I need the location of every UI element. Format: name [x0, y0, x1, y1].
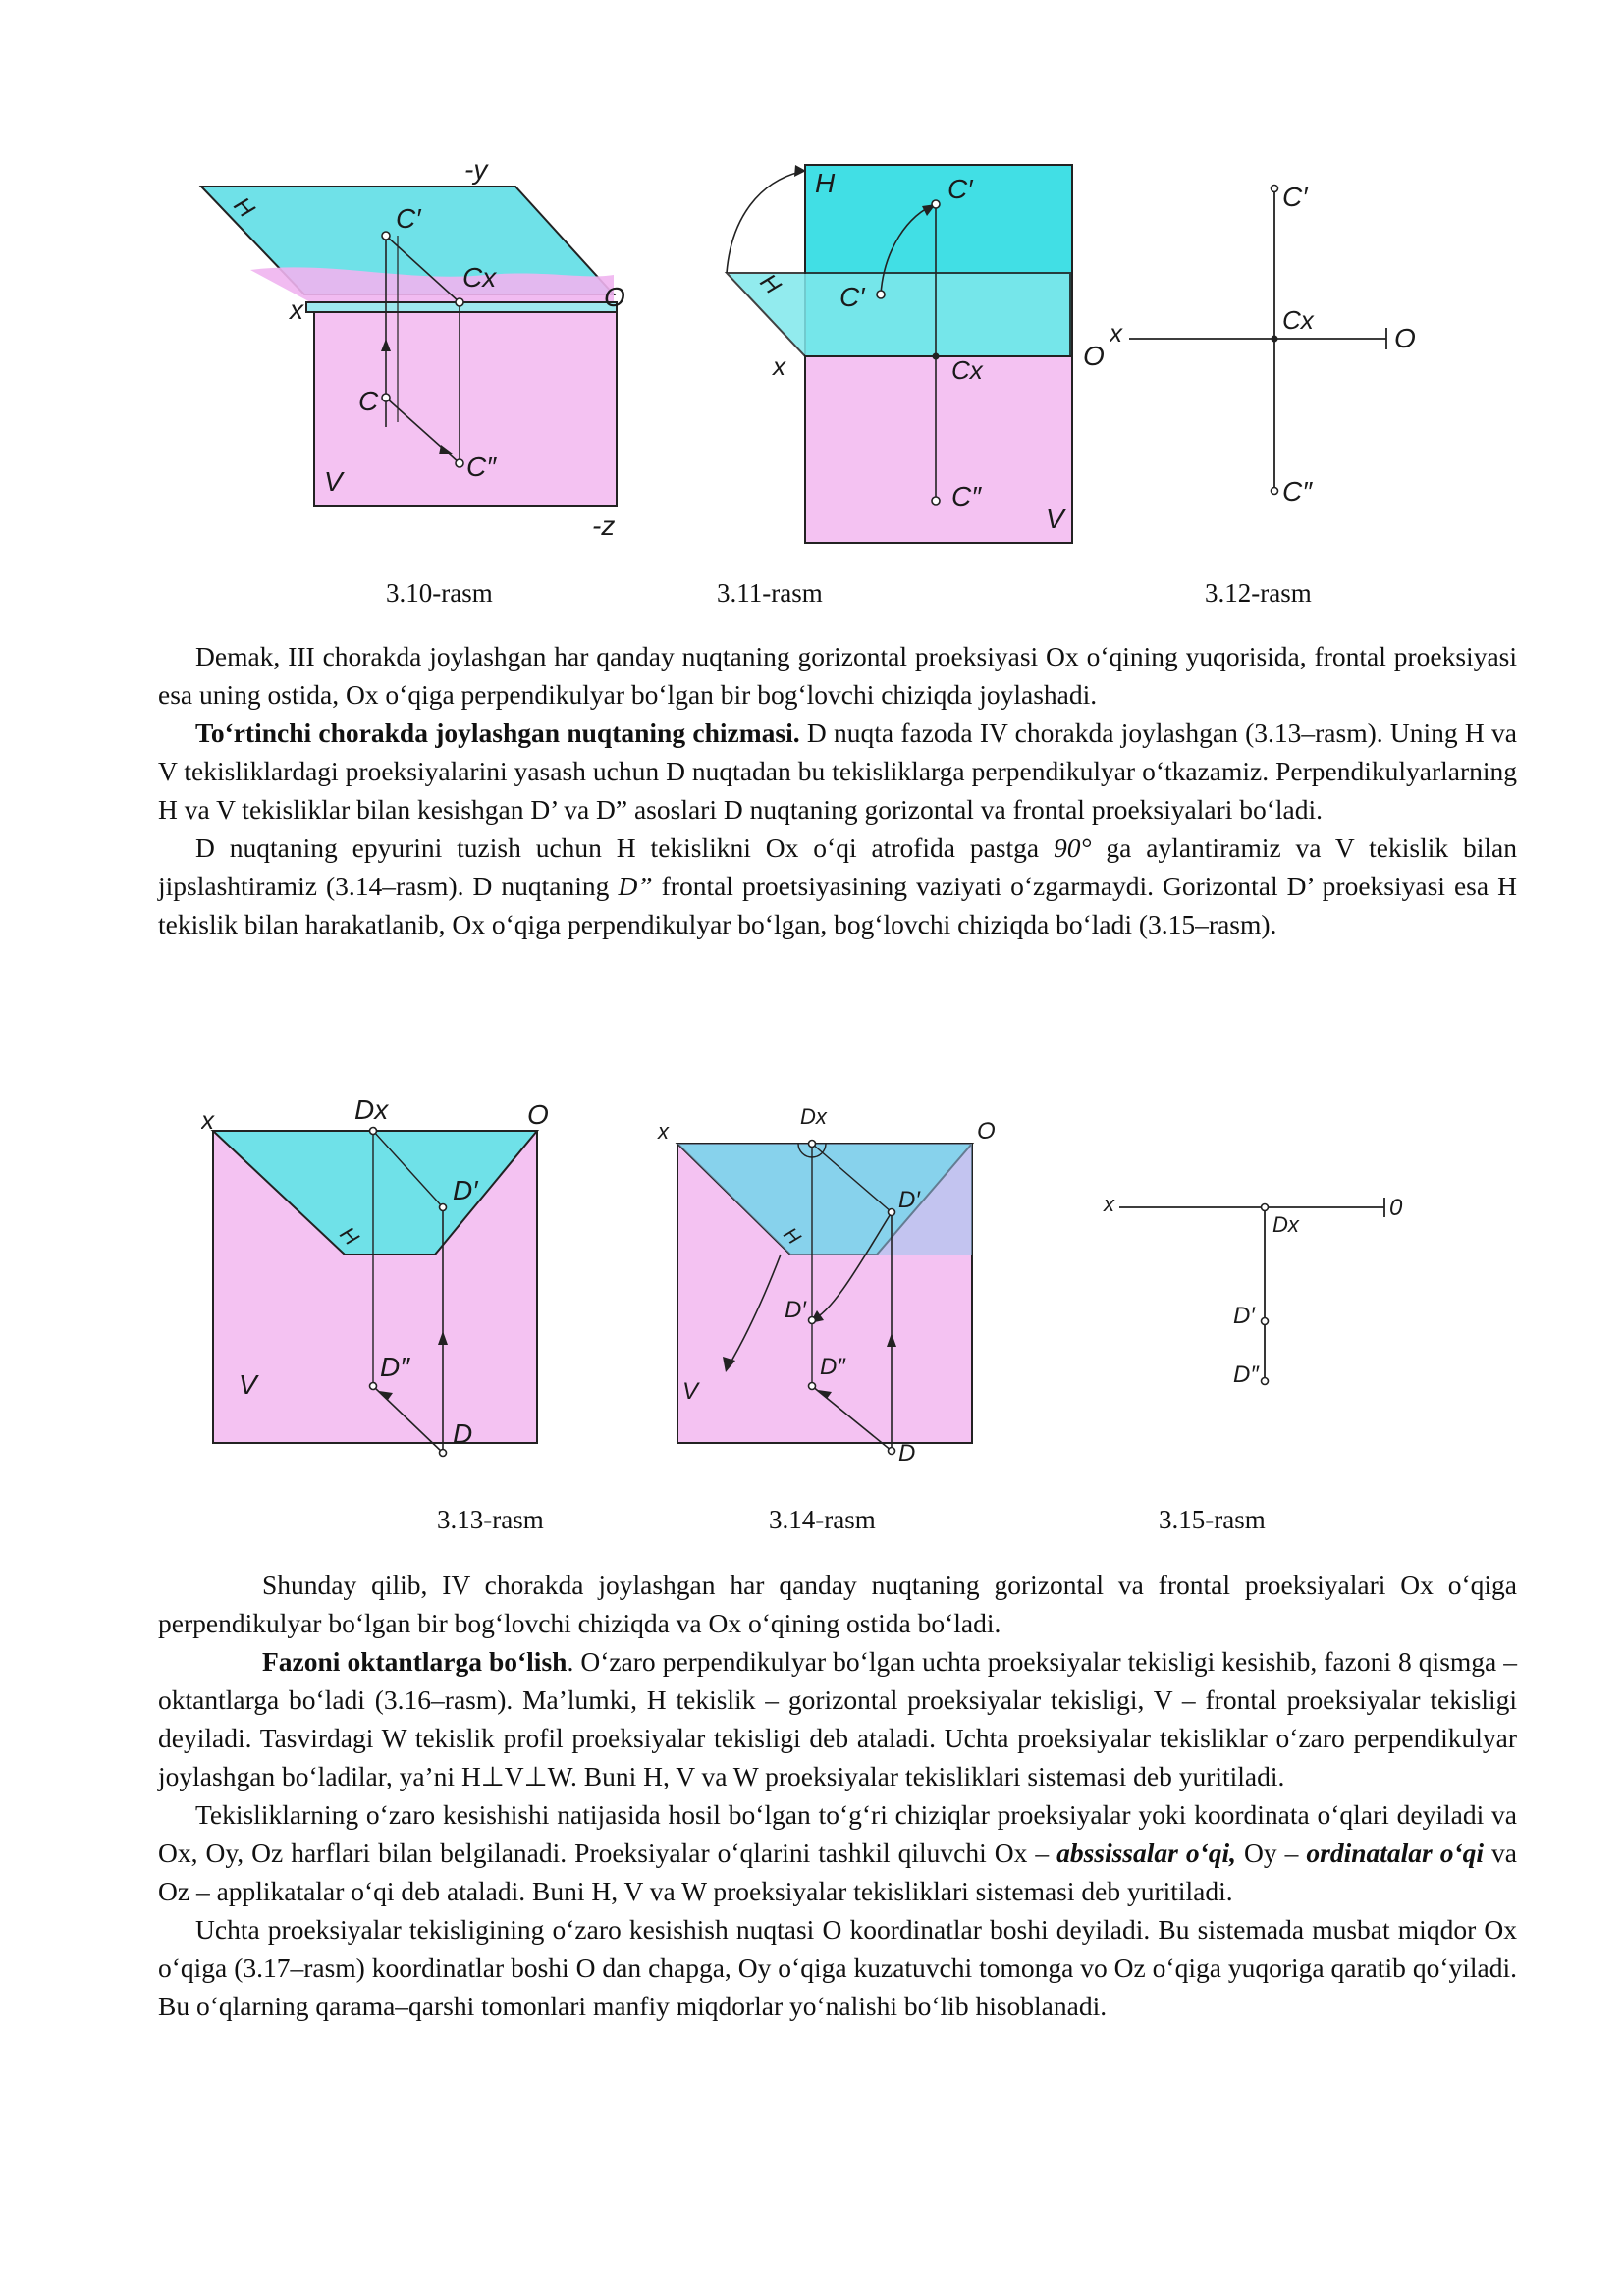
label-x: x: [658, 1119, 669, 1144]
label-x: x: [1104, 1192, 1114, 1216]
caption-3-14: 3.14-rasm: [769, 1505, 876, 1534]
text-block-2: [158, 1566, 1517, 2025]
label-neg-y: -y: [464, 157, 488, 185]
caption-3-10: 3.10-rasm: [386, 578, 493, 608]
label-d2: D″: [380, 1352, 410, 1382]
label-c1-top: C′: [947, 174, 973, 204]
label-x: x: [201, 1105, 214, 1135]
label-h: H: [779, 1223, 805, 1250]
paragraph: Fazoni oktantlarga bo‘lish. O‘zaro perpendikulyar bo‘lgan uchta proeksiyalar tekisligi kesishib, fazoni 8 qismga – oktantlarga bo‘ladi (3.16–rasm). Ma’lumki, H tekislik – gorizontal proeksiyalar tekisligi, V – frontal proeksiyalar tekisligi deyiladi. Tasvirdagi W tekislik profil proeksiyalar tekisligi deb ataladi. Uchta proeksiyalar tekisliklar o‘zaro perpendikulyar joylashgan bo‘ladilar, ya’ni H⊥V⊥W. Buni H, V va W proeksiyalar tekisliklari sistemasi deb yuritiladi.: [158, 1646, 1518, 1791]
label-o: O: [977, 1118, 996, 1145]
figure-3-14: [653, 1090, 1065, 1482]
paragraph: Uchta proeksiyalar tekisligining o‘zaro kesishish nuqtasi O koordinatlar boshi deyiladi. Bu sistemada musbat miqdor Ox o‘qiga (3.17–rasm) koordinatlar boshi O dan chapga, Oy o‘qiga kuzatuvchi tomonga vo Oz o‘qiga yuqoriga qaratib qo‘yiladi. Bu o‘qlarning qarama–qarshi tomonlari manfiy miqdorlar yo‘nalishi bo‘lib hisoblanadi.: [158, 1914, 1517, 2021]
caption-3-15: 3.15-rasm: [1159, 1505, 1266, 1534]
figure-3-15: [1090, 1178, 1424, 1414]
paragraph: To‘rtinchi chorakda joylashgan nuqtaning chizmasi. D nuqta fazoda IV chorakda joylashgan (3.13–rasm). Uning H va V tekisliklardagi proeksiyalarini yasash uchun D nuqtadan bu tekisliklarga perpendikulyar o‘tkazamiz. Perpendikulyarlarning H va V tekisliklar bilan kesishgan D’ va D” asoslari D nuqtaning gorizontal va frontal proeksiyalari bo‘ladi.: [158, 718, 1517, 825]
figure-3-12: [1110, 167, 1434, 520]
label-o: O: [527, 1099, 549, 1130]
label-d1-low: D′: [785, 1297, 806, 1323]
heading-octants: Fazoni oktantlarga bo‘lish: [262, 1646, 568, 1677]
label-c1: C′: [1282, 182, 1308, 212]
paragraph: Demak, III chorakda joylashgan har qanday nuqtaning gorizontal proeksiyasi Ox o‘qining yuqorisida, frontal proeksiyasi esa uning ostida, Ox o‘qiga perpendikulyar bo‘lgan bir bog‘lovchi chiziqda joylashadi.: [158, 641, 1517, 710]
label-cx: Cx: [951, 355, 983, 385]
label-h-plane: H: [754, 268, 786, 299]
label-c1: C′: [396, 203, 421, 234]
label-d: D: [453, 1418, 473, 1449]
label-x: x: [773, 351, 785, 381]
label-d: D: [898, 1440, 916, 1467]
heading-fourth-quarter: To‘rtinchi chorakda joylashgan nuqtaning chizmasi.: [195, 718, 800, 748]
label-v: V: [682, 1378, 699, 1405]
label-cx: Cx: [1282, 305, 1314, 335]
paragraph: D nuqtaning epyurini tuzish uchun H tekislikni Ox o‘qi atrofida pastga 90° ga aylantiramiz va V tekislik bilan jipslashtiramiz (3.14–rasm). D nuqtaning D” frontal proetsiyasining vaziyati o‘zgarmaydi. Gorizontal D’ proeksiyasi esa H tekislik bilan harakatlanib, Ox o‘qiga perpendikulyar bo‘lgan, bog‘lovchi chiziqda bo‘ladi (3.15–rasm).: [158, 832, 1517, 939]
label-dx: Dx: [1272, 1212, 1299, 1237]
label-cx: Cx: [462, 262, 497, 293]
label-d1: D′: [898, 1187, 920, 1213]
label-v: V: [1046, 504, 1064, 534]
caption-3-11: 3.11-rasm: [717, 578, 823, 608]
label-c1-mid: C′: [839, 282, 865, 312]
label-d2: D″: [1233, 1362, 1259, 1388]
label-o: O: [1083, 341, 1105, 371]
caption-3-13: 3.13-rasm: [437, 1505, 544, 1534]
label-c2: C″: [951, 481, 982, 511]
label-c: C: [358, 386, 379, 416]
rotation-arrow: [727, 172, 800, 273]
label-x: x: [290, 294, 303, 325]
label-x: x: [1110, 318, 1122, 347]
label-h-top: H: [815, 168, 836, 198]
label-d2: D″: [820, 1354, 845, 1380]
label-h: H: [228, 191, 260, 223]
h-plane-rotated: [790, 1144, 972, 1255]
label-c2: C″: [1282, 476, 1313, 507]
paragraph: Tekisliklarning o‘zaro kesishishi natijasida hosil bo‘lgan to‘g‘ri chiziqlar proeksiyalar yoki koordinata o‘qlari deyiladi va Ox, Oy, Oz harflari bilan belgilanadi. Proeksiyalar o‘qlarini tashkil qiluvchi Ox – abssissalar o‘qi, Oy – ordinatalar o‘qi va Oz – applikatalar o‘qi deb ataladi. Buni H, V va W proeksiyalar tekisliklari sistemasi deb yuritiladi.: [158, 1799, 1517, 1906]
figure-3-10: [191, 157, 653, 550]
caption-3-12: 3.12-rasm: [1205, 578, 1312, 608]
paragraph: Shunday qilib, IV chorakda joylashgan har qanday nuqtaning gorizontal va frontal proeksiyalari Ox o‘qiga perpendikulyar bo‘lgan bir bog‘lovchi chiziqda va Ox o‘qining ostida bo‘ladi.: [158, 1570, 1517, 1638]
v-plane: [805, 356, 1072, 543]
label-c2: C″: [466, 452, 497, 482]
figure-3-11: [712, 157, 1105, 550]
label-dx: Dx: [354, 1095, 389, 1125]
label-dx: Dx: [800, 1104, 827, 1129]
text-block-1: [158, 637, 1517, 943]
label-v: V: [324, 466, 343, 497]
label-o: 0: [1389, 1195, 1403, 1221]
figure-3-13: [201, 1090, 555, 1482]
label-neg-z: -z: [592, 510, 616, 541]
label-o: O: [604, 282, 625, 312]
label-d1: D′: [453, 1175, 478, 1205]
label-d1: D′: [1233, 1303, 1255, 1329]
label-v: V: [239, 1369, 257, 1400]
label-o: O: [1394, 323, 1416, 353]
label-h: H: [335, 1221, 364, 1251]
